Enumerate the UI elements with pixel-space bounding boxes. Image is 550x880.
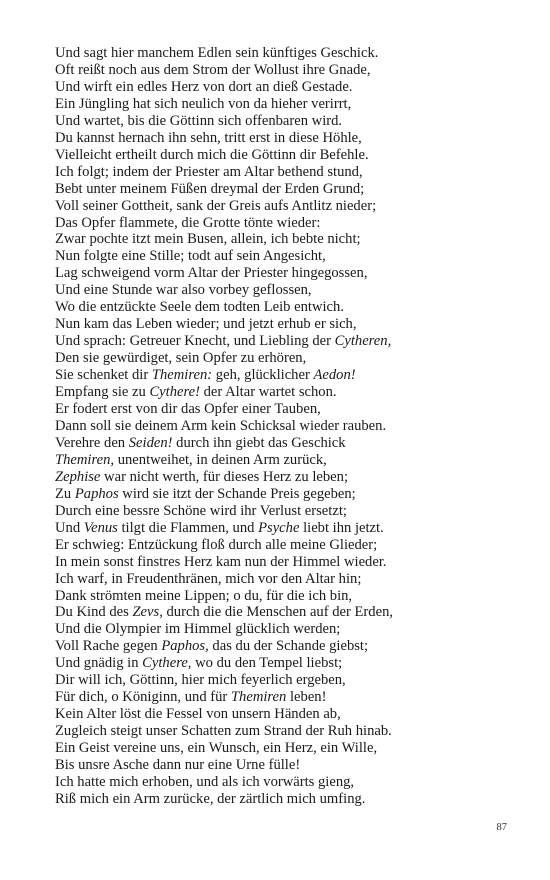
poem-line <box>55 367 495 384</box>
line-text: Er schwieg: Entzückung floß durch alle meine Glieder; <box>55 536 378 553</box>
line-text: Voll Rache gegen <box>55 638 162 655</box>
line-text: In mein sonst finstres Herz kam nun der Himmel wieder. <box>55 553 387 570</box>
poem-line <box>55 604 495 621</box>
poem-line <box>55 198 495 215</box>
poem-line <box>55 248 495 265</box>
line-text: Und die Olympier im Himmel glücklich werden; <box>55 621 341 638</box>
poem-line <box>55 791 495 808</box>
line-text: der Altar wartet schon. <box>199 384 337 401</box>
line-text: Vielleicht ertheilt durch mich die Göttinn dir Befehle. <box>55 146 369 163</box>
poem-line <box>55 689 495 706</box>
italic-name: Cythere, <box>142 655 192 672</box>
italic-name: Zephise <box>55 468 101 485</box>
line-text: Voll seiner Gottheit, sank der Greis aufs Antlitz nieder; <box>55 197 377 214</box>
poem-line <box>55 418 495 435</box>
poem-line <box>55 350 495 367</box>
italic-name: Seiden! <box>128 434 173 451</box>
poem-line <box>55 452 495 469</box>
italic-name: Zevs, <box>132 604 163 621</box>
line-text: Oft reißt noch aus dem Strom der Wollust ihre Gnade, <box>55 61 371 78</box>
italic-name: Themiren, <box>55 451 115 468</box>
line-text: das du der Schande giebst; <box>208 638 369 655</box>
line-text: Dir will ich, Göttinn, hier mich feyerlich ergeben, <box>55 672 346 689</box>
line-text: Ein Geist vereine uns, ein Wunsch, ein Herz, ein Wille, <box>55 740 378 757</box>
line-text: durch die die Menschen auf der Erden, <box>162 604 394 621</box>
poem-line <box>55 384 495 401</box>
poem-line <box>55 79 495 96</box>
italic-name: Themiren <box>230 689 287 706</box>
poem-line <box>55 333 495 350</box>
poem-line <box>55 147 495 164</box>
poem-line <box>55 655 495 672</box>
poem-line <box>55 130 495 147</box>
line-text: unentweihet, in deinen Arm zurück, <box>114 451 327 468</box>
line-text: Verehre den <box>55 434 129 451</box>
poem-line <box>55 469 495 486</box>
poem-line <box>55 537 495 554</box>
line-text: Und <box>55 519 84 536</box>
poem-line <box>55 757 495 774</box>
line-text: Dank strömten meine Lippen; o du, für die ich bin, <box>55 587 353 604</box>
line-text: Wo die entzückte Seele dem todten Leib entwich. <box>55 299 344 316</box>
line-text: Zugleich steigt unser Schatten zum Strand der Ruh hinab. <box>55 723 392 740</box>
poem-line <box>55 672 495 689</box>
line-text: Empfang sie zu <box>55 384 150 401</box>
poem-line <box>55 316 495 333</box>
poem-line <box>55 435 495 452</box>
line-text: Lag schweigend vorm Altar der Priester hingegossen, <box>55 265 368 282</box>
line-text: Und gnädig in <box>55 655 143 672</box>
line-text: liebt ihn jetzt. <box>299 519 384 536</box>
line-text: Ich folgt; indem der Priester am Altar bethend stund, <box>55 163 363 180</box>
poem-line <box>55 96 495 113</box>
italic-name: Cytheren, <box>334 333 392 350</box>
poem-line <box>55 571 495 588</box>
line-text: Und sagt hier manchem Edlen sein künftiges Geschick. <box>55 45 379 61</box>
line-text: Ein Jüngling hat sich neulich von da hieher verirrt, <box>55 95 352 112</box>
line-text: Und wartet, bis die Göttinn sich offenbaren wird. <box>55 112 343 129</box>
line-text: Kein Alter löst die Fessel von unsern Händen ab, <box>55 706 341 723</box>
italic-name: Themiren: <box>151 367 213 384</box>
line-text: Für dich, o Königinn, und für <box>55 689 231 706</box>
poem-line <box>55 45 495 62</box>
poem-line <box>55 113 495 130</box>
line-text: Und wirft ein edles Herz von dort an dieß Gestade. <box>55 78 353 95</box>
line-text: Den sie gewürdiget, sein Opfer zu erhören, <box>55 350 307 367</box>
poem-line <box>55 164 495 181</box>
poem-line <box>55 740 495 757</box>
line-text: Dann soll sie deinem Arm kein Schicksal wieder rauben. <box>55 417 387 434</box>
poem-line <box>55 621 495 638</box>
page-number: 87 <box>496 822 507 833</box>
line-text: Nun kam das Leben wieder; und jetzt erhub er sich, <box>55 316 357 333</box>
poem-line <box>55 282 495 299</box>
poem-text-block <box>55 45 495 808</box>
line-text: Du Kind des <box>55 604 133 621</box>
poem-line <box>55 554 495 571</box>
italic-name: Cythere! <box>149 384 200 401</box>
line-text: Ich hatte mich erhoben, und als ich vorwärts gieng, <box>55 773 355 790</box>
poem-line <box>55 62 495 79</box>
line-text: Sie schenket dir <box>55 367 152 384</box>
line-text: Das Opfer flammete, die Grotte tönte wieder: <box>55 214 321 231</box>
poem-line <box>55 299 495 316</box>
poem-line <box>55 520 495 537</box>
line-text: Und eine Stunde war also vorbey geflossen, <box>55 282 312 299</box>
poem-line <box>55 638 495 655</box>
line-text: war nicht werth, für dieses Herz zu leben; <box>100 468 348 485</box>
line-text: geh, glücklicher <box>212 367 314 384</box>
italic-name: Paphos, <box>161 638 209 655</box>
italic-name: Paphos <box>74 485 119 502</box>
line-text: Zu <box>55 485 75 502</box>
line-text: Bis unsre Asche dann nur eine Urne fülle! <box>55 757 301 774</box>
line-text: Zwar pochte itzt mein Busen, allein, ich bebte nicht; <box>55 231 361 248</box>
line-text: tilgt die Flammen, und <box>117 519 259 536</box>
line-text: leben! <box>286 689 327 706</box>
poem-line <box>55 486 495 503</box>
poem-line <box>55 723 495 740</box>
italic-name: Venus <box>83 519 118 536</box>
poem-line <box>55 265 495 282</box>
poem-line <box>55 181 495 198</box>
line-text: Und sprach: Getreuer Knecht, und Liebling der <box>55 333 335 350</box>
italic-name: Aedon! <box>313 367 356 384</box>
line-text: wird sie itzt der Schande Preis gegeben; <box>118 485 356 502</box>
line-text: Ich warf, in Freudenthränen, mich vor den Altar hin; <box>55 570 362 587</box>
poem-line <box>55 401 495 418</box>
line-text: durch ihn giebt das Geschick <box>172 434 346 451</box>
line-text: Bebt unter meinem Füßen dreymal der Erden Grund; <box>55 180 365 197</box>
line-text: Durch eine bessre Schöne wird ihr Verlust ersetzt; <box>55 502 347 519</box>
line-text: Riß mich ein Arm zurücke, der zärtlich mich umfing. <box>55 790 366 807</box>
poem-line <box>55 706 495 723</box>
line-text: Nun folgte eine Stille; todt auf sein Angesicht, <box>55 248 326 265</box>
italic-name: Psyche <box>258 519 300 536</box>
line-text: wo du den Tempel liebst; <box>191 655 343 672</box>
poem-line <box>55 503 495 520</box>
poem-line <box>55 774 495 791</box>
poem-line <box>55 231 495 248</box>
line-text: Du kannst hernach ihn sehn, tritt erst in diese Höhle, <box>55 129 362 146</box>
line-text: Er fodert erst von dir das Opfer einer Tauben, <box>55 401 321 418</box>
poem-line <box>55 215 495 232</box>
poem-line <box>55 588 495 605</box>
